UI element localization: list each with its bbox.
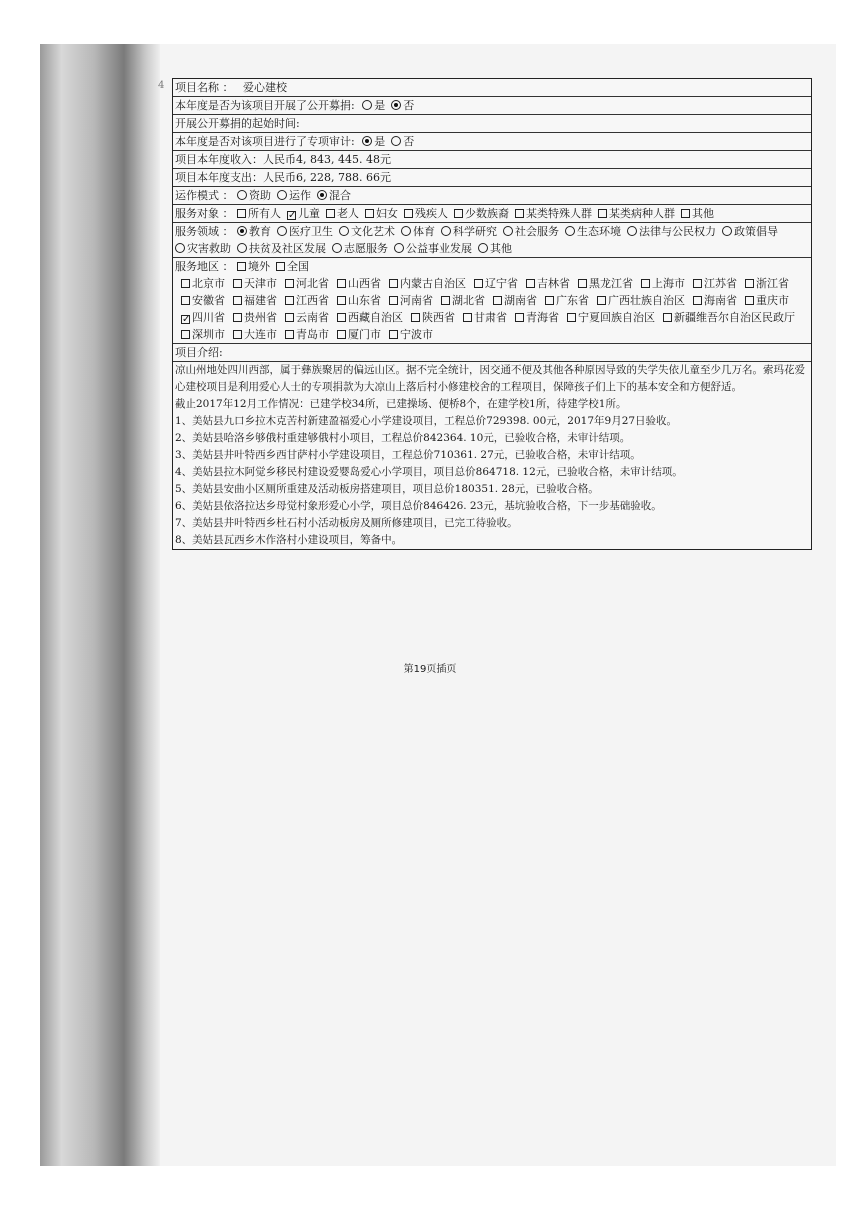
option-radio[interactable] [175,240,231,257]
option-label: 天津市 [244,277,277,290]
option-label: 是 [374,99,386,112]
option-checkbox[interactable] [526,275,570,292]
checkbox[interactable] [598,209,607,218]
radio-button[interactable] [237,243,247,253]
option-checkbox[interactable] [598,205,675,222]
radio-button[interactable] [362,136,372,146]
special-audit-options [362,135,420,148]
checkbox[interactable] [365,209,374,218]
option-checkbox[interactable] [337,326,381,343]
income-text: 项目本年度收入：人民币4, 843, 445. 48元 [175,153,391,166]
option-radio[interactable] [332,240,388,257]
special-audit-row [173,133,811,151]
radio-button[interactable] [441,226,451,236]
service-fields-label: 服务领域 ： [175,225,234,238]
option-label: 西藏自治区 [348,311,403,324]
option-label: 科学研究 [453,225,497,238]
checkbox[interactable] [337,296,346,305]
radio-button[interactable] [391,100,401,110]
checkbox[interactable] [389,330,398,339]
checkbox[interactable] [285,313,294,322]
option-checkbox[interactable] [515,309,559,326]
intro-paragraph: 1、美姑县九口乡拉木克苦村新建盈福爱心小学建设项目，工程总价729398. 00元，2017年9月27日验收。 [175,415,678,427]
option-label: 广东省 [556,294,589,307]
public-fundraising-options [362,99,420,112]
option-label: 儿童 [298,207,320,220]
fundraising-start-row [173,115,811,133]
option-label: 湖南省 [504,294,537,307]
option-label: 大连市 [244,328,277,341]
option-label: 其他 [692,207,714,220]
option-label: 广西壮族自治区 [608,294,685,307]
option-label: 宁波市 [400,328,433,341]
service-targets-label: 服务对象 ： [175,207,234,220]
option-checkbox[interactable] [693,292,737,309]
option-label: 妇女 [376,207,398,220]
checkbox[interactable] [285,296,294,305]
option-checkbox[interactable] [181,326,225,343]
intro-paragraph: 3、美姑县井叶特西乡西甘萨村小学建设项目，工程总价710361. 27元，已验收合格，未审计结项。 [175,449,641,461]
option-radio[interactable] [277,223,333,240]
radio-button[interactable] [277,190,287,200]
option-radio[interactable] [478,240,512,257]
region-list [175,275,809,343]
option-label: 甘肃省 [474,311,507,324]
option-label: 上海市 [652,277,685,290]
checkbox[interactable] [233,279,242,288]
option-label: 公益事业发展 [406,242,472,255]
option-label: 重庆市 [756,294,789,307]
radio-button[interactable] [339,226,349,236]
option-checkbox[interactable] [237,258,270,275]
checkbox[interactable] [181,279,190,288]
option-label: 福建省 [244,294,277,307]
radio-button[interactable] [503,226,513,236]
option-radio[interactable] [391,133,414,150]
option-checkbox[interactable] [389,292,433,309]
option-checkbox[interactable] [693,275,737,292]
option-checkbox[interactable] [337,275,381,292]
project-name-value: 爱心建校 [243,81,287,94]
intro-label: 项目介绍: [175,346,223,359]
special-audit-label: 本年度是否对该项目进行了专项审计: [175,135,355,148]
checkbox[interactable] [663,313,672,322]
checkbox[interactable] [337,313,346,322]
service-targets-options [237,207,720,220]
option-checkbox[interactable] [233,292,277,309]
checkbox[interactable] [745,279,754,288]
option-label: 境外 [248,260,270,273]
radio-button[interactable] [175,243,185,253]
option-label: 否 [403,135,415,148]
option-checkbox[interactable] [663,309,795,326]
page-footer: 第19页插页 [403,664,457,675]
checkbox[interactable] [389,296,398,305]
checkbox[interactable] [474,279,483,288]
option-checkbox[interactable] [441,292,485,309]
option-label: 安徽省 [192,294,225,307]
radio-button[interactable] [362,100,372,110]
income-row [173,151,811,169]
option-checkbox[interactable] [233,309,277,326]
option-checkbox[interactable] [411,309,455,326]
option-checkbox[interactable] [454,205,509,222]
checkbox[interactable] [276,262,285,271]
public-fundraising-label: 本年度是否为该项目开展了公开募捐: [175,99,355,112]
checkbox[interactable] [515,209,524,218]
checkbox[interactable] [545,296,554,305]
option-checkbox[interactable] [287,205,320,222]
option-checkbox[interactable] [404,205,448,222]
option-label: 所有人 [248,207,281,220]
option-radio[interactable] [362,97,385,114]
option-label: 湖北省 [452,294,485,307]
radio-button[interactable] [317,190,327,200]
checkbox[interactable] [285,279,294,288]
option-checkbox[interactable] [597,292,685,309]
checkbox[interactable] [597,296,606,305]
option-label: 宁夏回族自治区 [578,311,655,324]
option-label: 残疾人 [415,207,448,220]
checkbox[interactable] [463,313,472,322]
checkbox[interactable] [285,330,294,339]
project-name-row [173,79,811,97]
radio-button[interactable] [277,226,287,236]
option-checkbox[interactable] [233,275,277,292]
fundraising-start-label: 开展公开募捐的起始时间: [175,117,300,130]
option-checkbox[interactable] [463,309,507,326]
radio-button[interactable] [394,243,404,253]
option-checkbox[interactable] [389,275,466,292]
book-binding-shadow [40,44,160,1166]
option-label: 四川省 [192,311,225,324]
checkbox[interactable] [693,279,702,288]
checkbox[interactable] [411,313,420,322]
option-label: 山东省 [348,294,381,307]
public-fundraising-row [173,97,811,115]
operation-mode-label: 运作模式 ： [175,189,234,202]
option-radio[interactable] [565,223,621,240]
option-checkbox[interactable] [276,258,309,275]
project-name-label: 项目名称 ： [175,81,234,94]
intro-label-row [173,344,811,362]
option-label: 陕西省 [422,311,455,324]
option-label: 体育 [413,225,435,238]
checkbox[interactable] [233,296,242,305]
option-checkbox[interactable] [285,309,329,326]
option-label: 内蒙古自治区 [400,277,466,290]
service-area-top-options [237,260,315,273]
option-label: 江苏省 [704,277,737,290]
option-radio[interactable] [391,97,414,114]
checkbox[interactable] [237,262,246,271]
operation-mode-options [237,189,357,202]
option-label: 政策倡导 [734,225,778,238]
checkbox[interactable] [404,209,413,218]
intro-paragraph: 截止2017年12月工作情况：已建学校34所，已建操场、便桥8个，在建学校1所，待建学校1所。 [175,398,627,410]
option-checkbox[interactable] [545,292,589,309]
radio-button[interactable] [565,226,575,236]
option-label: 北京市 [192,277,225,290]
checkbox[interactable] [693,296,702,305]
option-label: 深圳市 [192,328,225,341]
option-label: 全国 [287,260,309,273]
option-label: 海南省 [704,294,737,307]
option-label: 教育 [249,225,271,238]
option-radio[interactable] [237,223,271,240]
checkbox[interactable] [745,296,754,305]
option-checkbox[interactable] [567,309,655,326]
checkbox[interactable] [181,330,190,339]
intro-paragraph: 凉山州地处四川西部，属于彝族聚居的偏远山区。据不完全统计，因交通不便及其他各种原因导致的失学失依儿童至少几万名。索玛花爱心建校项目是利用爱心人士的专项捐款为大凉山上落后村小修建校舍的工程项目，保障孩子们上下的基本安全和方便舒适。 [175,364,805,393]
option-label: 扶贫及社区发展 [249,242,326,255]
option-checkbox[interactable] [285,275,329,292]
option-label: 辽宁省 [485,277,518,290]
radio-button[interactable] [391,136,401,146]
checkbox[interactable] [454,209,463,218]
option-radio[interactable] [317,187,351,204]
option-label: 生态环境 [577,225,621,238]
option-radio[interactable] [277,187,311,204]
radio-button[interactable] [237,190,247,200]
checkbox[interactable] [526,279,535,288]
checkbox[interactable] [578,279,587,288]
service-targets-row [173,205,811,223]
service-area-row [173,258,811,344]
radio-button[interactable] [627,226,637,236]
checkbox[interactable] [493,296,502,305]
project-form [172,78,812,550]
option-label: 贵州省 [244,311,277,324]
option-label: 江西省 [296,294,329,307]
option-radio[interactable] [362,133,385,150]
option-label: 某类病种人群 [609,207,675,220]
option-radio[interactable] [441,223,497,240]
checkbox[interactable] [515,313,524,322]
option-label: 是 [374,135,386,148]
option-label: 云南省 [296,311,329,324]
option-label: 青海省 [526,311,559,324]
option-label: 老人 [337,207,359,220]
option-label: 吉林省 [537,277,570,290]
expense-text: 项目本年度支出：人民币6, 228, 788. 66元 [175,171,391,184]
operation-mode-row [173,187,811,205]
option-checkbox[interactable] [337,292,381,309]
option-checkbox[interactable] [233,326,277,343]
checkbox[interactable] [337,330,346,339]
radio-button[interactable] [401,226,411,236]
option-label: 否 [403,99,415,112]
option-radio[interactable] [401,223,435,240]
option-checkbox[interactable] [474,275,518,292]
option-label: 其他 [490,242,512,255]
service-area-label: 服务地区 ： [175,260,234,273]
option-radio[interactable] [627,223,716,240]
checkbox[interactable] [389,279,398,288]
option-radio[interactable] [237,240,326,257]
option-label: 运作 [289,189,311,202]
option-label: 某类特殊人群 [526,207,592,220]
option-checkbox[interactable] [641,275,685,292]
checkbox[interactable] [237,209,246,218]
option-label: 河北省 [296,277,329,290]
option-label: 志愿服务 [344,242,388,255]
option-checkbox[interactable] [578,275,633,292]
checkbox[interactable] [326,209,335,218]
option-radio[interactable] [237,187,271,204]
intro-paragraph: 2、美姑县哈洛乡够俄村重建够俄村小项目，工程总价842364. 10元，已验收合格，未审计结项。 [175,432,631,444]
page-marker: 4 [158,80,165,91]
checkbox[interactable] [233,330,242,339]
intro-paragraph: 7、美姑县井叶特西乡杜石村小活动板房及厕所修建项目，已完工待验收。 [175,517,518,529]
checkbox[interactable]: ✓ [182,314,191,325]
service-fields-options [175,225,784,255]
option-label: 混合 [329,189,351,202]
option-checkbox[interactable] [285,292,329,309]
radio-button[interactable] [237,226,247,236]
checkbox[interactable]: ✓ [288,210,297,221]
option-checkbox[interactable] [745,292,789,309]
option-checkbox[interactable] [326,205,359,222]
radio-button[interactable] [332,243,342,253]
service-fields-row [173,223,811,258]
option-checkbox[interactable] [493,292,537,309]
option-label: 新疆维吾尔自治区民政厅 [674,311,795,324]
option-radio[interactable] [503,223,559,240]
option-checkbox[interactable] [181,292,225,309]
option-checkbox[interactable] [237,205,281,222]
option-checkbox[interactable] [337,309,403,326]
option-label: 资助 [249,189,271,202]
radio-button[interactable] [478,243,488,253]
option-radio[interactable] [339,223,395,240]
option-label: 厦门市 [348,328,381,341]
option-checkbox[interactable] [181,275,225,292]
option-label: 文化艺术 [351,225,395,238]
option-label: 青岛市 [296,328,329,341]
option-label: 社会服务 [515,225,559,238]
checkbox[interactable] [441,296,450,305]
option-label: 黑龙江省 [589,277,633,290]
intro-paragraph: 5、美姑县安曲小区厕所重建及活动板房搭建项目，项目总价180351. 28元，已验收合格。 [175,483,599,495]
option-label: 少数族裔 [465,207,509,220]
option-checkbox[interactable] [745,275,789,292]
option-label: 法律与公民权力 [639,225,716,238]
checkbox[interactable] [641,279,650,288]
intro-paragraph: 4、美姑县拉木阿觉乡移民村建设爱婴岛爱心小学项目，项目总价864718. 12元，已验收合格，未审计结项。 [175,466,683,478]
expense-row [173,169,811,187]
intro-body [173,362,811,549]
option-checkbox[interactable] [389,326,433,343]
option-radio[interactable] [394,240,472,257]
option-checkbox[interactable] [515,205,592,222]
checkbox[interactable] [567,313,576,322]
checkbox[interactable] [681,209,690,218]
option-radio[interactable] [722,223,778,240]
option-checkbox[interactable] [365,205,398,222]
option-label: 医疗卫生 [289,225,333,238]
option-label: 灾害救助 [187,242,231,255]
option-label: 河南省 [400,294,433,307]
option-label: 浙江省 [756,277,789,290]
option-checkbox[interactable] [285,326,329,343]
checkbox[interactable] [181,296,190,305]
checkbox[interactable] [337,279,346,288]
intro-paragraph: 8、美姑县瓦西乡木作洛村小建设项目，筹备中。 [175,534,403,546]
radio-button[interactable] [722,226,732,236]
option-checkbox[interactable] [181,309,225,326]
checkbox[interactable] [233,313,242,322]
option-label: 山西省 [348,277,381,290]
intro-paragraph: 6、美姑县依洛拉达乡母觉村象形爱心小学，项目总价846426. 23元，基坑验收合格，下一步基础验收。 [175,500,662,512]
option-checkbox[interactable] [681,205,714,222]
